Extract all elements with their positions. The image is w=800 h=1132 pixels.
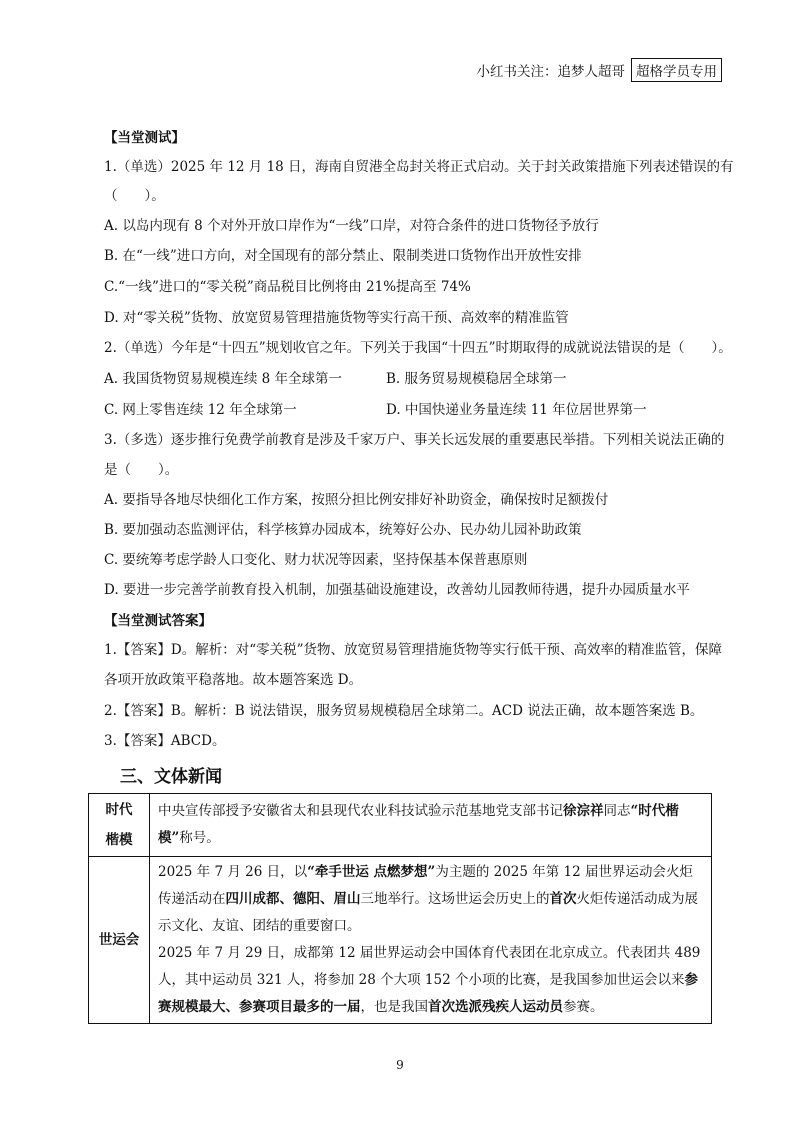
news-bold-text: “时代楷模” bbox=[158, 803, 679, 846]
q3-stem: 3.（多选）逐步推行免费学前教育是涉及千家万户、事关长远发展的重要惠民举措。下列相关说法正确的 bbox=[104, 432, 725, 448]
news-row-model bbox=[89, 794, 712, 857]
q2-option-a: A. 我国货物贸易规模连续 8 年全球第一 bbox=[104, 371, 343, 387]
q3-option-a: A. 要指导各地尽快细化工作方案，按照分担比例安排好补助资金，确保按时足额拨付 bbox=[104, 492, 609, 508]
news-text: 为主题的 2025 年第 12 届世界运动会火炬传递活动在 bbox=[158, 864, 694, 907]
q1-stem-cont: （ ）。 bbox=[104, 188, 165, 204]
news-bold-text: 徐淙祥 bbox=[563, 803, 604, 819]
news-bold-text: 首次 bbox=[549, 891, 577, 907]
news-key-world-games: 世运会 bbox=[89, 857, 150, 1024]
news-bold-text: 首次选派残疾人运动员 bbox=[428, 999, 563, 1015]
news-text-world-games bbox=[150, 857, 712, 1024]
news-bold-text: “牵手世运 点燃梦想” bbox=[307, 864, 436, 880]
answer-1: 1.【答案】D。解析：对“零关税”货物、放宽贸易管理措施货物等实行低干预、高效率的精准监管，保障 bbox=[104, 642, 723, 658]
news-table bbox=[88, 793, 712, 1024]
q2-option-b: B. 服务贸易规模稳居全球第一 bbox=[386, 371, 567, 387]
q1-option-d: D. 对“零关税”货物、放宽贸易管理措施货物等实行高干预、高效率的精准监管 bbox=[104, 310, 569, 326]
news-text: 称号。 bbox=[179, 830, 220, 846]
news-paragraph-2 bbox=[158, 940, 704, 1021]
news-text-model bbox=[150, 794, 712, 857]
news-key-model bbox=[89, 794, 150, 857]
q3-option-d: D. 要进一步完善学前教育投入机制，加强基础设施建设，改善幼儿园教师待遇，提升办园质量水平 bbox=[104, 582, 690, 598]
page-number: 9 bbox=[396, 1058, 404, 1072]
news-text: 火炬传递活动成为展示文化、友谊、团结的重要窗口。 bbox=[158, 891, 698, 934]
news-text: 2025 年 7 月 26 日，以 bbox=[158, 864, 308, 880]
answer-1-cont: 各项开放政策平稳落地。故本题答案选 D。 bbox=[104, 672, 363, 688]
news-text: 2025 年 7 月 29 日，成都第 12 届世界运动会中国体育代表团在北京成立。代表团共 489 人，其中运动员 321 人，将参加 28 个大项 152 个小项的比赛，是我国参加世运会以来 bbox=[158, 945, 701, 988]
quiz-title: 【当堂测试】 bbox=[104, 130, 185, 146]
news-text: 同志 bbox=[603, 803, 631, 819]
news-text: ，也是我国 bbox=[360, 999, 428, 1015]
answers-title: 【当堂测试答案】 bbox=[104, 613, 212, 629]
news-key-model-line2: 楷模 bbox=[105, 832, 133, 848]
news-text: 中央宣传部授予安徽省太和县现代农业科技试验示范基地党支部书记 bbox=[158, 803, 563, 819]
q2-options-row1 bbox=[104, 369, 710, 389]
news-paragraph-1 bbox=[158, 859, 704, 940]
q1-option-b: B. 在“一线”进口方向，对全国现有的部分禁止、限制类进口货物作出开放性安排 bbox=[104, 248, 582, 264]
q3-option-b: B. 要加强动态监测评估，科学核算办园成本，统筹好公办、民办幼儿园补助政策 bbox=[104, 522, 582, 538]
q3-option-c: C. 要统筹考虑学龄人口变化、财力状况等因素，坚持保基本保普惠原则 bbox=[104, 552, 528, 568]
news-text: 参赛。 bbox=[563, 999, 604, 1015]
q1-stem: 1.（单选）2025 年 12 月 18 日，海南自贸港全岛封关将正式启动。关于封关政策措施下列表述错误的有 bbox=[104, 159, 734, 175]
news-key-model-line1: 时代 bbox=[105, 802, 133, 818]
header-badge: 超格学员专用 bbox=[631, 58, 722, 82]
news-bold-text: 四川成都、德阳、眉山 bbox=[225, 891, 361, 907]
news-row-world-games bbox=[89, 857, 712, 1024]
q3-stem-cont: 是（ ）。 bbox=[104, 462, 179, 478]
q2-stem: 2.（单选）今年是“十四五”规划收官之年。下列关于我国“十四五”时期取得的成就说法错误的是（ ）。 bbox=[104, 340, 732, 356]
q1-option-c: C.“一线”进口的“零关税”商品税目比例将由 21%提高至 74% bbox=[104, 279, 471, 295]
section-heading: 三、文体新闻 bbox=[120, 767, 222, 787]
q2-option-d: D. 中国快递业务量连续 11 年位居世界第一 bbox=[386, 402, 647, 418]
header-follow-text: 小红书关注：追梦人超哥 bbox=[476, 64, 625, 80]
q1-option-a: A. 以岛内现有 8 个对外开放口岸作为“一线”口岸，对符合条件的进口货物径予放行 bbox=[104, 218, 599, 234]
news-bold-text: 参赛规模最大、参赛项目最多的一届 bbox=[158, 972, 698, 1015]
news-text: 三地举行。这场世运会历史上的 bbox=[360, 891, 550, 907]
page-header bbox=[477, 58, 723, 82]
answer-2: 2.【答案】B。解析：B 说法错误，服务贸易规模稳居全球第二。ACD 说法正确，故本题答案选 B。 bbox=[104, 703, 704, 719]
answer-3: 3.【答案】ABCD。 bbox=[104, 733, 226, 749]
q2-option-c: C. 网上零售连续 12 年全球第一 bbox=[104, 402, 297, 418]
q2-options-row2 bbox=[104, 400, 710, 420]
